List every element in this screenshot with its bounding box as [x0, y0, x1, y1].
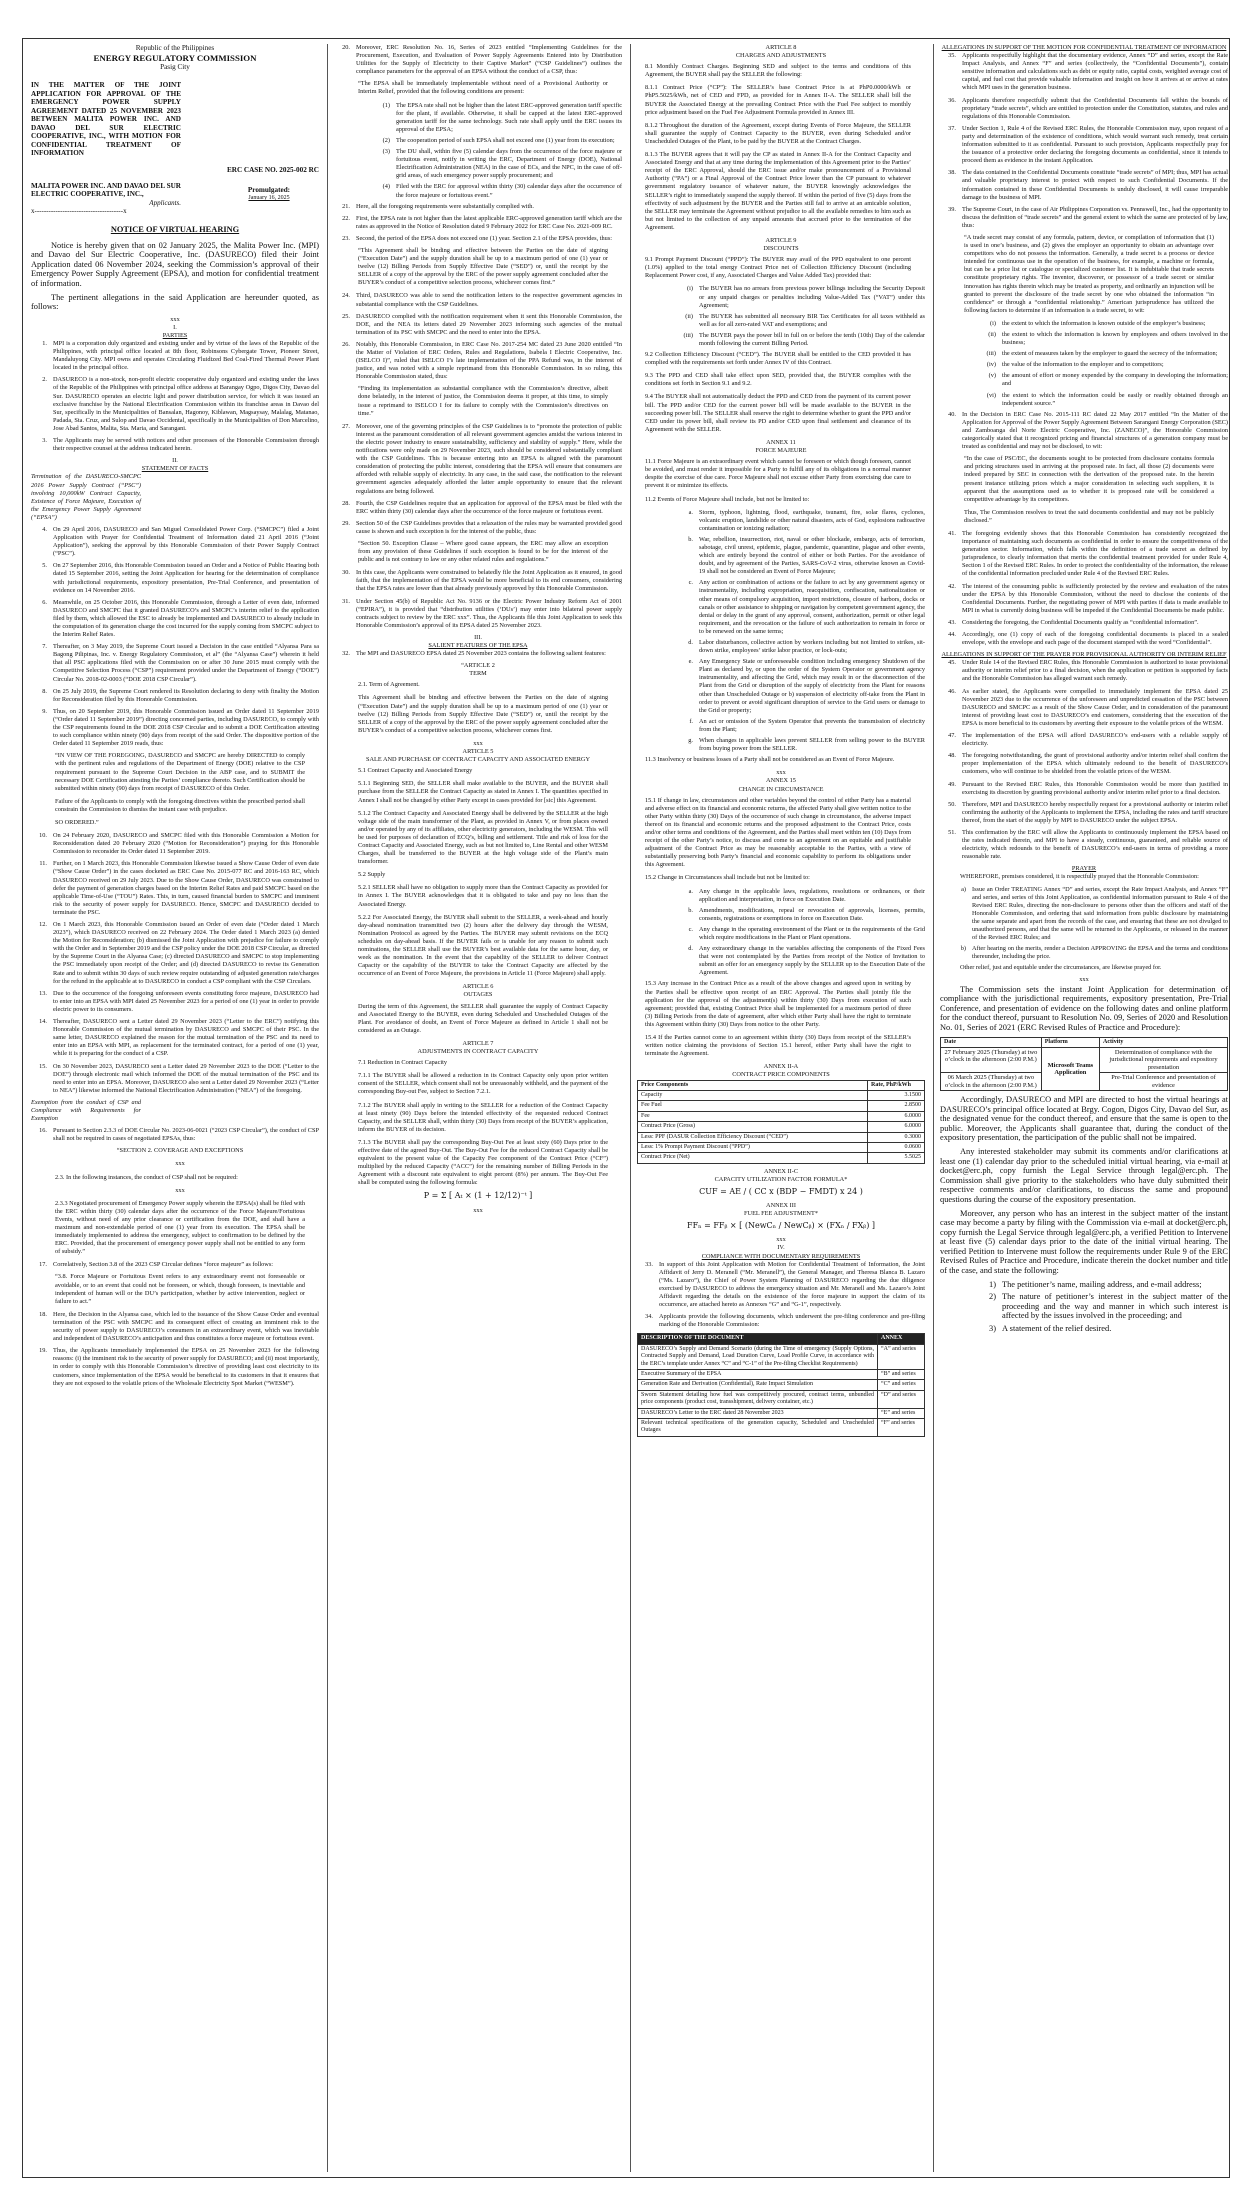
list-item: b. Amendments, modifications, repeal or revocation of approvals, licenses, permits, consents, registrations or exemptions in force on Execution Date.	[688, 906, 925, 922]
table-row	[638, 1111, 925, 1121]
list-item: (2) The cooperation period of such EPSA shall not exceed one (1) year from its execution;	[382, 136, 615, 144]
numbered-paragraph: 45. Under Rule 14 of the Revised ERC Rules, this Honorable Commission is authorized to issue provisional authority or interim relief prior to a final decision, when the application or petition is supported by facts and the Honorable Commission has alleged warrant such remedy.	[948, 659, 1228, 683]
numbered-paragraph: 11. Further, on 1 March 2023, this Honorable Commission likewise issued a Show Cause Order of even date (“Show Cause Order”) in the cases docketed as ERC Case No. 2015-077 RC and 2016-163 RC, which DASURECO received on 29 July 2023. Due to the Show Cause Order, DASURECO was constrained to defer the payment of generation charges based on the Interim Relief Rates and paid SMCPC based on the applicable Time-of-Use (“TOU”) Rates. This, in turn, caused financial burden to SMCPC and imminent risk to the security of power supply for DASURECO. Hence, SMCPC and DASURECO decided to terminate the PSC.	[39, 860, 319, 916]
numbered-paragraph: 1. MPI is a corporation duly organized and existing under and by virtue of the laws of the Republic of the Philippines, with principal office located at 8th floor, Robinsons Cybergate Tower, Pioneer Street, Mandaluyong City. MPI owns and operates Circulating Fluidized Bed Coal-Fired Thermal Power Plant located in the principal office.	[42, 340, 319, 372]
table-row	[638, 1132, 925, 1142]
table-row	[638, 1408, 925, 1418]
hearing-activity: Pre-Trial Conference and presentation of evidence	[1100, 1073, 1228, 1091]
block-quote: Failure of the Applicants to comply with the foregoing directives within the prescribed period shall constrain the Commission to dismiss the instant case with prejudice.	[55, 797, 305, 813]
block-quote: 2.3. In the following instances, the conduct of CSP shall not be required:	[55, 1173, 238, 1181]
numbered-paragraph: 39. The Supreme Court, in the case of Air Philippines Corporation vs. Pennswell, Inc., had the opportunity to discuss the definition of “trade secrets” and the general extent to which the same are protected of by law, thus:	[948, 205, 1228, 229]
list-item: 2) The nature of petitioner’s interest in the subject matter of the proceeding and the way and manner in which such interest is affected by the issues involved in the proceeding; and	[989, 1292, 1228, 1321]
price-components-table: Price Components Rate, PhP/kWh Capacity 3.1500 Fee Fuel 2.8500 Fee 6.0000 Contract Price (Gross) 6.0000 Less: PPF (DASUR Collection Efficiency Discount (“CED”) 0.3000 Less: 1% Prompt Payment Discount (“PPD”) 0.0600 Contract Price (Net) 5.5025	[637, 1080, 925, 1164]
ellipsis-marker: xxx	[776, 1236, 786, 1244]
comments-paragraph: Any interested stakeholder may submit its comments and/or clarifications at least one (1) calendar day prior to the scheduled initial virtual hearing, via e-mail at docket@erc.ph, copy furnish the Legal Service through legal@erc.ph. The Commission shall give priority to the stakeholders who have duly submitted their respective comments and/or clarifications, to discuss the same and propound questions during the course of the expository presentation.	[940, 1146, 1228, 1204]
block-quote: 9.1 Prompt Payment Discount (“PPD”): The BUYER may avail of the PPD equivalent to one percent (1.0%) applied to the total energy Contract Price net of Collection Efficiency Discount (including Replacement Power cost, if any, Associated Charges and Value Added Tax) provided that:	[645, 256, 911, 280]
section-heading-provisional: ALLEGATIONS IN SUPPORT OF THE PRAYER FOR PROVISIONAL AUTHORITY OR INTERIM RELIEF	[941, 651, 1227, 659]
numbered-paragraph: 31. Under Section 45(b) of Republic Act No. 9136 or the Electric Power Industry Reform Act of 2001 (“EPIRA”), it is provided that “distribution utilities (‘DUs’) may enter into bilateral power supply contracts subject to review by the ERC xxx”. Thus, the Applicants file this Joint Application to seek this Honorable Commission’s approval of its EPSA dated 25 November 2023.	[342, 597, 622, 629]
block-quote: “3.8. Force Majeure or Fortuitous Event refers to any extraordinary event not foreseeable or avoidable, or to an event that could not be foreseen, or which, though foreseen, is inevitable and independent of human will or the DU’s participation, whether by active intervention, neglect or failure to act.”	[55, 1273, 305, 1305]
annex-heading: ANNEX II-A	[763, 1063, 799, 1071]
table-row	[638, 1153, 925, 1163]
ellipsis-marker: xxx	[776, 769, 786, 777]
numbered-paragraph: 49. Pursuant to the Revised ERC Rules, this Honorable Commission would be more than justified in exercising its discretion by granting provisional authority and/or interim relief prior to a final decision.	[948, 780, 1228, 796]
list-item: c. Any action or combination of actions or the failure to act by any government agency or instrumentality, including expropriation, reacquisition, confiscation, nationalization or other means of compulsory acquisition, import restrictions, closure of harbors, docks or canals or other assistance to shipping or navigation by competent government agency, the denial or delay in the grant of any approval, consent, authorization, permit or other legal requirement, and the revocation or the failure of such authorization to remain in force or to be renewed on the same terms;	[688, 579, 925, 635]
numbered-paragraph: 7. Thereafter, on 3 May 2019, the Supreme Court issued a Decision in the case entitled “Alyansa Para sa Bagong Pilipinas, Inc. v. Energy Regulatory Commission, et al” (the “Alyansa Case”) wherein it held that all PSC applications filed with the Commission on or after 30 June 2015 must comply with the Competitive Selection Process (“CSP”) requirement provided under the Department of Energy (“DOE”) Circular No. 2018-02-0003 (“DOE 2018 CSP Circular”).	[42, 643, 319, 683]
case-title: IN THE MATTER OF THE JOINT APPLICATION FOR APPROVAL OF THE EMERGENCY POWER SUPPLY AGREEMENT DATED 25 NOVEMBER 2023 BETWEEN MALITA POWER INC. AND DAVAO DEL SUR ELECTRIC COOPERATIVE, INC., WITH MOTION FOR CONFIDENTIAL TREATMENT OF INFORMATION	[31, 81, 181, 158]
block-quote: 9.3 The PPD and CED shall take effect upon SED, provided that, the BUYER complies with the conditions set forth in Section 9.1 and 9.2.	[645, 372, 911, 388]
article-heading: ARTICLE 7	[462, 1039, 494, 1047]
list-item: a. Storm, typhoon, lightning, flood, earthquake, tsunami, fire, solar flares, cyclones, volcanic eruption, landslide or other natural disasters, acts of God, explosions radioactive contamination or ionizing radiation;	[688, 508, 925, 532]
ellipsis-marker: xxx	[473, 739, 483, 747]
price-value: 2.8500	[868, 1101, 925, 1111]
numbered-paragraph: 46. As earlier stated, the Applicants were compelled to immediately implement the EPSA dated 25 November 2023 due to the occurrence of the unforeseen and unpredicted cessation of the PSC between DASURECO and SMCPC as a result of the Show Cause Order, and in consideration of the paramount interest of providing least cost to DASURECO’s end customers, considering that the execution of the EPSA is more beneficial to its customers by averting their exposure to the volatile prices of the WESM.	[948, 687, 1228, 727]
list-item: (4) Filed with the ERC for approval within thirty (30) calendar days after the occurrence of the force majeure or fortuitous event.”	[382, 183, 622, 199]
numbered-paragraph: 16. Pursuant to Section 2.3.3 of DOE Circular No. 2023-06-0021 (“2023 CSP Circular”), the conduct of CSP shall not be required in cases of negotiated EPSAs, thus:	[39, 1127, 319, 1143]
city-line: Pasig City	[160, 62, 190, 71]
article-title: CHANGE IN CIRCUMSTANCE	[738, 785, 824, 793]
block-quote: 9.4 The BUYER shall not automatically deduct the PPD and CED from the payment of its current power bill. The PPD and/or CED for the current power bill will be made available to the BUYER in the succeeding power bill. The SELLER shall reserve the right to determine whether to grant the PPD and/or CED under its power bill, shall review its PD and/or CED upon final settlement and clearance of its Agreement with the SELLER.	[645, 393, 911, 433]
block-quote: This Agreement shall be binding and effective between the Parties on the date of signing (“Execution Date”) and the supply duration shall be up to a maximum period of one (1) year or twelve (12) Billing Periods from Supply Effective Date (“SED”) or, until the receipt by the SELLER of a copy of the approval by the ERC of the power supply agreement concluded after the BUYER’s conduct of a competitive selection process, whichever comes first.	[358, 694, 608, 734]
list-item: (ii) the extent to which the information is known by employees and others involved in the business;	[988, 331, 1228, 347]
block-quote: “A trade secret may consist of any formula, pattern, device, or compilation of information that (1) is used in one’s business, and (2) gives the employer an opportunity to obtain an advantage over competitors who do not possess the information. Generally, a trade secret is a process or device intended for continuous use in the operation of the business, for example, a machine or formula, but can be a price list or catalogue or specialized customer list. It is indubitable that trade secrets constitute proprietary rights. The inventor, discoverer, or possessor of a trade secret or similar innovation has rights therein which may be treated as property, and ordinarily an injunction will be granted to prevent the disclosure of the trade secret by one who obtained the information “in confidence” or through a “confidential relationship.” American jurisprudence has utilized the following factors to determine if an information is a trade secret, to wit:	[964, 233, 1214, 314]
price-value: 0.0600	[868, 1142, 925, 1152]
block-quote: 15.1 If change in law, circumstances and other variables beyond the control of either Party has a material and adverse effect on its financial and economic returns, the affected Party shall give written notice to the other Party within thirty (30) Days of the occurrence of such change in circumstance, the adverse impact thereof on its financial and economic returns and the proposed adjustment to the Contract Price, costs and/or other terms and conditions of the Agreement, and the Parties shall meet within ten (10) Days from receipt of the other Party’s notice, to discuss and come to an agreement on an equitable and justifiable adjustment of the Contract Price as may be reasonably acceptable to the Parties, with a view of substantially preserving both Party’s financial and economic capability to perform its obligations under this Agreement.	[645, 796, 911, 869]
block-quote: 11.1 Force Majeure is an extraordinary event which cannot be foreseen or which though foreseen, cannot be avoided, and must render it impossible for a Party to fulfill any of its obligations in a normal manner despite the exercise of due care. Force Majeure shall not excuse either Party from exercising due care to prevent it or minimize its effects.	[645, 458, 911, 490]
block-quote: 2.3.3 Negotiated procurement of Emergency Power supply wherein the EPSA(s) shall be filed with the ERC within thirty (30) calendar days after the occurrence of the Force Majeure/Fortuitous Events, without need of any prior clearance or certification from the DOE, and shall have a maximum and non-extendable period of one (1) year from its execution. The EPSA shall be immediately implemented to address the emergency, subject to confirmation to be defined by the ERC. Provided, that the procurement of emergency power supply shall not be entitled to any form of subsidy.”	[55, 1199, 305, 1256]
ellipsis-marker: xxx	[473, 1206, 483, 1214]
document-annex: “D” and series	[878, 1390, 925, 1408]
numbered-paragraph: 36. Applicants therefore respectfully submit that the Confidential Documents fall within the bounds of proprietary “trade secrets”, which are entitled to protection under the Constitution, statutes, and rules and regulations of this Honorable Commission.	[948, 96, 1228, 120]
ellipsis-marker: xxx	[170, 315, 180, 323]
side-note: Termination of the DASURECO-SMCPC 2016 Power Supply Contract (“PSC”) involving 10,000kW Contract Capacity, Existence of Force Majeure, Execution of the Emergency Power Supply Agreement (“EPSA”)	[31, 473, 141, 521]
section-number: III.	[474, 633, 482, 641]
list-item: (1) The EPSA rate shall not be higher than the latest ERC-approved generation tariff specific for the plant, if available. Otherwise, it shall be capped at the latest ERC-approved generation tariff for the same technology. Such rate shall apply until the ERC issues its approval of the EPSA;	[382, 101, 622, 133]
list-item: c. Any change in the operating environment of the Plant or in the requirements of the Grid which require modifications in the Plant or Plant operations.	[688, 925, 925, 941]
price-value: 0.3000	[868, 1132, 925, 1142]
article-title: FORCE MAJEURE	[755, 447, 807, 455]
fuel-fee-formula: FFₙ = FFᵦ × [ (NewCₙ / NewCᵦ) × (FXₙ / FXᵦ) ]	[687, 1221, 875, 1231]
numbered-paragraph: 23. Second, the period of the EPSA does not exceed one (1) year. Section 2.1 of the EPSA provides, thus:	[342, 234, 613, 242]
column-1	[31, 44, 319, 2172]
parties-block: MALITA POWER INC. AND DAVAO DEL SUR ELECTRIC COOPERATIVE, INC., Applicants. x--------------------------------------x Promulgated: January 16, 2025	[31, 182, 319, 215]
document-annex: “E” and series	[878, 1408, 925, 1418]
hearing-platform: Microsoft Teams Application	[1041, 1047, 1099, 1090]
col-date: Date	[941, 1037, 1042, 1047]
block-quote: 8.1.1 Contract Price (“CP”): The SELLER’s base Contract Price is at PhP0.0000/kWh or PhP5.5025/kWh, net of CED and FPD, as provided for in Annex II-A. The SELLER shall bill the BUYER the Associated Energy at the prevailing Contract Price with the Fuel Fee subject to monthly price adjustment based on the Fuel Fee Adjustment Formula provided in Annex III.	[645, 84, 911, 116]
promulgated-label: Promulgated:	[247, 185, 291, 194]
price-label: Fee Fuel	[638, 1101, 868, 1111]
numbered-paragraph: 4. On 29 April 2016, DASURECO and San Miguel Consolidated Power Corp. (“SMCPC”) filed a Joint Application with Prayer for Confidential Treatment of Information dated 21 April 2016 (“Joint Application”), seeking the approval by this Honorable Commission of their Power Supply Contract (“PSC”).	[42, 525, 319, 558]
numbered-paragraph: 33. In support of this Joint Application with Motion for Confidential Treatment of Information, the Joint Affidavit of Jerry D. Meranell (“Mr. Meranell”), the General Manager, and Theresa Blanca B. Lazaro (“Ms. Lazaro”), the Chief of Power System Planning of DASURECO regarding the due diligence exercised by DASURECO to address the emergency situation and Mr. Meranell and Ms. Lazaro’s Joint Affidavit regarding the details on the existence of the force majeure in support the claim of its occurrence, are attached hereto as Annexes “G” and “G-1”, respectively.	[645, 1260, 925, 1309]
column-divider	[327, 44, 328, 2172]
list-item: g. When changes in applicable laws prevent SELLER from selling power to the BUYER from buying power from the SELLER.	[688, 737, 925, 753]
block-quote: “In the case of PSC/EC, the documents sought to be protected from disclosure contains formula and pricing structures used in arriving at the proposed rate. In fact, all those (2) documents were indeed prepared by SEC in connection with the derivation of the proposed rate. In the herein present instance utilizing prices which a major consideration in selecting such suppliers, it is apparent that the assumptions used as to whether it is proposed rate will be considered a competitive advantage by its competitors.	[964, 455, 1214, 503]
price-label: Capacity	[638, 1090, 868, 1100]
block-quote: 5.2.1 SELLER shall have no obligation to supply more than the Contract Capacity as provided for in Annex I. The BUYER acknowledges that it is obligated to take and pay no less than the Associated Energy.	[358, 884, 608, 908]
article-heading: ARTICLE 9	[765, 236, 797, 244]
table-row	[638, 1380, 925, 1390]
block-quote: 5.1.1 Beginning SED, the SELLER shall make available to the BUYER, and the BUYER shall purchase from the SELLER the Contract Capacity as stated in Annex I. The quantities specified in Annex I shall not be changed by either Party except in cases provided for [sic] this Agreement.	[358, 780, 608, 804]
block-quote: 5.1 Contract Capacity and Associated Energy	[358, 767, 473, 775]
list-item: (iii) The BUYER pays the power bill in full on or before the tenth (10th) Day of the calendar month following the current Billing Period.	[683, 331, 925, 347]
numbered-paragraph: 50. Therefore, MPI and DASURECO hereby respectfully request for a provisional authority or interim relief confirming the authority of the Applicants to implement the EPSA, including the rates and tariff structure thereof, from the start of the supply by MPI to DASURECO under the subject EPSA.	[948, 800, 1228, 824]
column-4	[940, 44, 1228, 2172]
price-label: Contract Price (Gross)	[638, 1122, 868, 1132]
list-item: (iv) the value of the information to the employer and to competitors;	[986, 361, 1164, 369]
price-label: Fee	[638, 1111, 868, 1121]
block-quote: “Section 50. Exception Clause – Where good cause appears, the ERC may allow an exception from any provision of these Guidelines if such exception is found to be for the interest of the public and is not contrary to law or any other related rules and regulations.”	[358, 539, 608, 564]
price-value: 6.0000	[868, 1122, 925, 1132]
list-item: 3) A statement of the relief desired.	[989, 1324, 1112, 1334]
hearing-date: 06 March 2025 (Thursday) at two o’clock in the afternoon (2:00 P.M.)	[941, 1073, 1042, 1091]
agency-name: ENERGY REGULATORY COMMISSION	[93, 52, 257, 63]
other-relief: Other relief, just and equitable under the circumstances, are likewise prayed for.	[960, 964, 1162, 972]
section-heading-prayer: PRAYER	[1071, 865, 1097, 873]
numbered-paragraph: 18. Here, the Decision in the Alyansa case, which led to the issuance of the Show Cause Order and eventual termination of the PSC with SMCPC and its consequent effect of creating an imminent risk to the security of power supply to DASURECO’s consumers in an extraordinary event, which was inevitable and independent of DASURECO’s anticipation and thus constitutes a force majeure or fortuitous event.	[39, 1310, 319, 1343]
numbered-paragraph: 47. The implementation of the EPSA will afford DASURECO’s end-users with a reliable supply of electricity.	[948, 732, 1228, 748]
table-row	[638, 1419, 925, 1437]
article-heading: ANNEX 15	[766, 777, 796, 785]
list-item: (vi) the extent to which the information could be easily or readily obtained through an independent source.”	[986, 391, 1228, 407]
numbered-paragraph: 10. On 24 February 2020, DASURECO and SMCPC filed with this Honorable Commission a Motion for Reconsideration dated 20 February 2020 (“Motion for Reconsideration”) praying for this Honorable Commission to reconsider its Order dated 11 September 2019.	[39, 832, 319, 856]
hearing-date: 27 February 2025 (Thursday) at two o’clock in the afternoon (2:00 P.M.)	[941, 1047, 1042, 1072]
numbered-paragraph: 37. Under Section 1, Rule 4 of the Revised ERC Rules, the Honorable Commission may, upon request of a party and determination of the existence of conditions, which would warrant such remedy, treat certain information submitted to it as confidential. Pursuant to such provision, Applicants respectfully pray for the issuance of a protective order declaring the foregoing documents as confidential, since it intends to proceed them as evidence in the instant Application.	[948, 124, 1228, 165]
numbered-paragraph: 12. On 1 March 2023, this Honorable Commission issued an Order of even date (“Order dated 1 March 2023”), which DASURECO received on 22 February 2024. The Order dated 1 March 2023 (a) denied the Motion for Reconsideration; (b) dismissed the Joint Application with prejudice for failure to comply with the Order and in September 2019 and the CSP policy under the DOE 2018 CSP Circular, as directed by the Supreme Court in the Alyansa Case; (c) directed DASURECO and SMCPC to stop implementing the PSC immediately upon receipt of the Order; and (d) directed DASURECO to revise its Generation Rate and to submit within 30 days of such review require outstanding of adjusted generation rate/charges for the refund in the applicable at to DASURECO in conduct a CSP compliant with the CSP Circulars.	[39, 921, 319, 985]
block-quote: 7.1.3 The BUYER shall pay the corresponding Buy-Out Fee at least sixty (60) Days prior to the effective date of the agreed Buy-Out. The Buy-Out Fee for the reduced Contract Capacity shall be equivalent to the present value of the Capacity Fee component of the Contract Price (“CF”) multiplied by the reduced Capacity (“ACC”) for the remaining number of Billing Periods in the Agreement with a discount rate equivalent to eight percent (8%) per annum. The Buy-Out Fee shall be computed using the following formula:	[358, 1138, 608, 1187]
block-quote: 5.2.2 For Associated Energy, the BUYER shall submit to the SELLER, a week-ahead and hourly day-ahead nomination transmitted two (2) hours after the delivery day through the WESM, Nomination Protocol as agreed by the Parties. The BUYER may submit revisions on the ECQ schedules on day-ahead basis. If the BUYER fails or is unable for any reason to submit such nominations, the SELLER shall use the BUYER’s best available data for the same hour, day, or week as the nomination. In the event that the capability of the SELLER to deliver Contract Capacity or the capability of the BUYER to take the Contract Capacity are affected by the occurrence of an Event of Force Majeure, the provisions in Article 11 (Force Majeure) shall apply.	[358, 913, 608, 978]
list-item: d. Labor disturbances, collective action by workers including but not limited to strikes, sit-down strike, employees’ strike labor practice, or lock-outs;	[688, 639, 925, 655]
ellipsis-marker: xxx	[1079, 976, 1089, 984]
section-number: IV.	[777, 1244, 785, 1252]
article-heading: ARTICLE 8	[765, 44, 797, 51]
ellipsis-marker: xxx	[175, 1186, 185, 1194]
annex-heading: ANNEX II-C	[763, 1167, 799, 1175]
column-divider	[933, 44, 934, 2172]
column-divider	[630, 44, 631, 2172]
pertinent-line: The pertinent allegations in the said Application are hereunder quoted, as follows:	[31, 292, 319, 312]
block-quote: Thus, The Commission resolves to treat the said documents confidential and may not be publicly disclosed.”	[964, 508, 1214, 524]
list-item: e. Any Emergency State or unforeseeable condition including emergency Shutdown of the Plant as declared by, or upon the order of the System Operator or government agency instrumentality, and affecting the Grid, which may result in or the disconnection of the Plant from the Grid or disruption of the supply of electricity from the Plant for reasons other than Unscheduled Outage or b) suspension of electricity off-take from the Plant in order to prevent or avoid significant disruption of service to the Grid users or damage to the Grid or property;	[688, 658, 925, 714]
numbered-paragraph: 21. Here, all the foregoing requirements were substantially complied with.	[342, 202, 535, 210]
block-quote: 8.1.3 The BUYER agrees that it will pay the CP as stated in Annex II-A for the Contract Capacity and Associated Energy and that at any time during the implementation of this Agreement prior to the Parties’ receipt of the ERC Approval, should the ERC issue and/or make pronouncement of a Provisional Authority (“PA”) or a Final Approval of the Contract Price lower than the CP pursuant to whatever government regulatory issuance of whatever nature, the BUYER knowingly acknowledges the SELLER’s right to immediately suspend the supply thereof. If within the period of five (5) days from the effectivity of such adjustment by the BUYER and the Parties still fail to arrive at an amicable solution, the SELLER may terminate the Agreement without prejudice to all the available remedies to him such as but not limited to the collection of any unpaid amounts that accrued prior to the termination of the Agreement.	[645, 151, 911, 231]
table-row	[638, 1122, 925, 1132]
block-quote: 2.1. Term of Agreement.	[358, 681, 420, 689]
numbered-paragraph: 43. Considering the foregoing, the Confidential Documents qualify as “confidential information”.	[948, 618, 1199, 626]
article-title: DISCOUNTS	[763, 245, 799, 253]
block-quote: During the term of this Agreement, the SELLER shall guarantee the supply of Contract Capacity and Associated Energy to the BUYER, even during Scheduled and Unscheduled Outages of the Plant. For avoidance of doubt, an Event of Force Majeure as defined in Article 1 shall not be considered as an Outage.	[358, 1002, 608, 1034]
numbered-paragraph: 15. On 30 November 2023, DASURECO sent a Letter dated 29 November 2023 to the DOE (“Letter to the DOE”) through electronic mail which informed the DOE of the mutual termination of the PSC and its need to enter into an EPSA. Moreover, DASURECO also sent a Letter dated 29 November 2023 (“Letter to NEA”) likewise informed the National Electrification Administration (“NEA”) of the foregoing.	[39, 1062, 319, 1094]
article-heading: “ARTICLE 2	[461, 662, 495, 670]
venue-paragraph: Accordingly, DASURECO and MPI are directed to host the virtual hearings at DASURECO’s principal office located at Brgy. Cogon, Digos City, Davao del Sur, as the designated venue for the conduct thereof, and ensure that the same is open to the public. Moreover, the Applicants shall guarantee that, during the conduct of the expository presentation, the participation of the public shall not be impaired.	[940, 1094, 1228, 1143]
price-label: Less: 1% Prompt Payment Discount (“PPD”)	[638, 1142, 868, 1152]
numbered-paragraph: 25. DASURECO complied with the notification requirement when it sent this Honorable Commission, the DOE, and the NEA its letters dated 29 November 2023 informing such agencies of the mutual termination of its PSC with SMCPC and the need to enter into the EPSA.	[342, 312, 622, 336]
section-number: I.	[173, 323, 177, 331]
numbered-paragraph: 32. The MPI and DASURECO EPSA dated 25 November 2023 contains the following salient features:	[342, 650, 606, 658]
col-platform: Platform	[1041, 1037, 1099, 1047]
table-row	[638, 1369, 925, 1379]
numbered-paragraph: 6. Meanwhile, on 25 October 2016, this Honorable Commission, through a Letter of even date, informed DASURECO and SMCPC that it granted DASURECO’s and SMCPC’s interim relief to the application filed by them, which allowed the ESC to already be implemented and DASURECO to already include in the computation of its generation charge the cost incurred for the supply coming from SMCPC subject to the Interim Relief Rates.	[42, 598, 319, 639]
numbered-paragraph: 2. DASURECO is a non-stock, non-profit electric cooperative duly organized and existing under the laws of the Republic of the Philippines with principal office address at Barangay Ogpo, Digos City, Davao del Sur. DASURECO operates an electric light and power distribution service, for which it was issued an exclusive franchise by the National Electrification Commission within its franchise areas in Davao del Sur, specifically in the Municipalities of Bansalan, Hagonoy, Kiblawan, Magsaysay, Malalag, Matanao, Padada, Sta. Cruz, and Sulop and Davao Occidental, specifically in the Municipalities of Don Marcelino, Jose Abad Santos, Malita, Sta. Maria, and Sarangani.	[42, 376, 319, 432]
case-number: ERC CASE NO. 2025-002 RC	[226, 165, 319, 174]
hearing-schedule-table	[940, 1037, 1228, 1091]
annex-title: FUEL FEE ADJUSTMENT*	[744, 1210, 818, 1218]
document-annex: “F” and series	[878, 1419, 925, 1437]
block-quote: “Finding its implementation as substantial compliance with the Commission’s directive, albeit done belatedly, in the interest of justice, the Commission deems it proper, at this time, to simply issue a reprimand to ISELCO I for its failure to comply with the Commission’s directives on time.”	[358, 385, 608, 417]
document-description: DASURECO’s Letter to the ERC dated 28 November 2023	[638, 1408, 878, 1418]
article-title: TERM	[469, 670, 487, 678]
schedule-intro: The Commission sets the instant Joint Application for determination of compliance with the jurisdictional requirements, expository presentation, Pre-Trial Conference, and presentation of evidence on the following dates and online platform for the conduct thereof, pursuant to Resolution No. 09, Series of 2020 and Resolution No. 01, Series of 2021 (ERC Revised Rules of Practice and Procedure):	[940, 984, 1228, 1032]
list-item: f. An act or omission of the System Operator that prevents the transmission of electricity from the Plant;	[689, 717, 925, 733]
article-title: ADJUSTMENTS IN CONTRACT CAPACITY	[417, 1048, 539, 1056]
table-row	[638, 1142, 925, 1152]
price-value: 3.1500	[868, 1090, 925, 1100]
table-row	[638, 1101, 925, 1111]
column-2	[334, 44, 622, 2172]
annex-title: CONTRACT PRICE COMPONENTS	[732, 1071, 830, 1079]
numbered-paragraph: 35. Applicants respectfully highlight that the documentary evidence, Annex “D” and series, except the Rate Impact Analysis, and Annex “F” and series (collectively, the “Confidential Documents”), contain sensitive information and calculations such as debt or equity ratio, capital costs, weighted average cost of capital, and fuel cost that provide valuable information and insight on how it arrives at or arrive at rates which MPI uses in the generation business.	[948, 52, 1228, 92]
table-row	[638, 1344, 925, 1369]
buyout-formula: P = Σ [ Aₜ × (1 + 12/12)⁻ᵗ ]	[423, 1191, 533, 1201]
document-annex: “C” and series	[878, 1380, 925, 1390]
numbered-paragraph: 26. Notably, this Honorable Commission, in ERC Case No. 2017-254 MC dated 23 June 2020 entitled “In the Matter of Violation of ERC Orders, Rules and Regulations, Isabela I Electric Cooperative, Inc. (ISELCO I)”, ruled that ISELCO I’s late implementation of the PPA Refund was, in the interest of justice, and was noted with a simple reprimand from this Honorable Commission. In so ruling, this Honorable Commission stated, thus:	[342, 340, 622, 381]
list-item: (i) the extent to which the information is known outside of the employer’s business;	[990, 319, 1206, 327]
cuf-formula: CUF = AE / ( CC x (BDP − FMDT) x 24 )	[699, 1186, 863, 1196]
document-annex: “A” and series	[878, 1344, 925, 1369]
block-quote: 15.2 Change in Circumstances shall include but not be limited to:	[645, 874, 810, 882]
block-quote: 8.1 Monthly Contract Charges. Beginning SED and subject to the terms and conditions of this Agreement, the BUYER shall pay the SELLER the following:	[645, 63, 911, 79]
block-quote: “This Agreement shall be binding and effective between the Parties on the date of signing (“Execution Date”) and the supply duration shall be up to a maximum period of one (1) year or twelve (12) Billing Periods from Supply Effective Date (“SED”) or, until the receipt by the SELLER of a copy of the approval by the ERC of the power supply agreement concluded after the BUYER’s conduct of a competitive selection process, whichever comes first.”	[358, 246, 608, 287]
prayer-intro: WHEREFORE, premises considered, it is respectfully prayed that the Honorable Commission:	[960, 873, 1199, 881]
list-item: b) After hearing on the merits, render a Decision APPROVING the EPSA and the terms and conditions thereunder, including the price.	[960, 945, 1228, 961]
numbered-paragraph: 5. On 27 September 2016, this Honorable Commission issued an Order and a Notice of Public Hearing both dated 15 September 2016, setting the Joint Application for hearing for the determination of compliance with jurisdictional requirements, expository presentation, Pre-Trial Conference, and presentation of evidence on 14 November 2016.	[42, 562, 319, 594]
section-heading-parties: PARTIES	[162, 331, 188, 339]
section-number: II.	[172, 457, 178, 465]
block-quote: 7.1.1 The BUYER shall be allowed a reduction in its Contract Capacity only upon prior written consent of the SELLER, which consent shall not be unreasonably withheld, and the payment of the corresponding Buy-out Fee, subject to Section 7.2.1.	[358, 1072, 608, 1096]
numbered-paragraph: 9. Thus, on 20 September 2019, this Honorable Commission issued an Order dated 11 September 2019 (“Order dated 11 September 2019”) directing concerned parties, including DASURECO, to comply with the CSP requirements found in the DOE 2018 CSP Circular and to submit a DOE Certification attesting to such compliance within ninety (90) days from receipt of the said Order. The dispositive portion of the Order dated 11 September 2019 reads, thus:	[42, 707, 319, 748]
block-quote: 8.1.2 Throughout the duration of the Agreement, except during Events of Force Majeure, the SELLER shall guarantee the supply of Contract Capacity to the BUYER, even during Scheduled and/or Unscheduled Outages of the Plant, to be paid by the BUYER at the Contract Charges.	[645, 121, 911, 145]
document-description: Generation Rate and Derivation (Confidential), Rate Impact Simulation	[638, 1380, 878, 1390]
annex-title: CAPACITY UTILIZATION FACTOR FORMULA*	[714, 1175, 848, 1183]
table-row	[941, 1047, 1228, 1072]
numbered-paragraph: 29. Section 50 of the CSP Guidelines provides that a relaxation of the rules may be warranted provided good cause is shown and such exception is for the interest of the public, thus:	[342, 519, 622, 535]
section-heading-compliance: COMPLIANCE WITH DOCUMENTARY REQUIREMENTS	[701, 1252, 861, 1260]
list-item: (i) The BUYER has no arrears from previous power billings including the Security Deposit or any unpaid charges or penalties including Value-Added Tax (“VAT”) under this Agreement;	[687, 285, 925, 309]
block-quote: 15.3 Any increase in the Contract Price as a result of the above changes and agreed upon in writing by the Parties shall be effective upon receipt of an ERC Approval. The Parties shall jointly file the application for the approval of the adjustment(s) within thirty (30) Days from execution of such agreement; provided that, existing Contract Price shall be implemented for a maximum period of three (3) Billing Periods from the date of agreement, after which either Party shall have the right to terminate this Agreement within thirty (30) Days from notice to the other Party.	[645, 980, 911, 1028]
block-quote: 15.4 If the Parties cannot come to an agreement within thirty (30) Days from receipt of the SELLER’s written notice claiming the provisions of Section 15.1 hereof, either Party shall have the right to terminate the Agreement.	[645, 1034, 911, 1058]
ellipsis-marker: xxx	[175, 1160, 185, 1168]
hearing-activity: Determination of compliance with the jurisdictional requirements and expository presentation	[1100, 1047, 1228, 1072]
article-title: OUTAGES	[463, 991, 493, 999]
numbered-paragraph: 34. Applicants provide the following documents, which underwent the pre-filing conference and pre-filing marking of the Honorable Commission:	[645, 1313, 925, 1329]
applicants-label: Applicants.	[149, 198, 181, 207]
article-title: SALE AND PURCHASE OF CONTRACT CAPACITY AND ASSOCIATED ENERGY	[365, 756, 591, 764]
numbered-paragraph: 44. Accordingly, one (1) copy of each of the foregoing confidential documents is placed in a sealed envelope, with the envelope and each page of the document stamped with the word “Confidential”.	[948, 631, 1228, 647]
intervention-paragraph: Moreover, any person who has an interest in the subject matter of the instant case may become a party by filing with the Commission via e-mail at docket@erc.ph, copy furnish the Legal Service through legal@erc.ph, a verified Petition to Intervene at least five (5) calendar days prior to the date of the initial virtual hearing. The verified Petition to Intervene must follow the requirements under Rule 9 of the ERC Revised Rules of Practice and Procedure, indicate therein the docket number and title of the case, and state the following:	[940, 1208, 1228, 1276]
block-quote: 5.2 Supply	[358, 871, 386, 879]
list-item: (v) the amount of effort or money expended by the company in developing the information; and	[988, 372, 1228, 388]
numbered-paragraph: 38. The data contained in the Confidential Documents constitute “trade secrets” of MPI; thus, MPI has actual and valuable proprietary interest to protect with respect to such Confidential Documents. If the information contained in these Confidential Documents is unduly disclosed, it will cause irreparable damage to the business of MPI.	[948, 169, 1228, 201]
block-quote: “IN VIEW OF THE FOREGOING, DASURECO and SMCPC are hereby DIRECTED to comply with the pertinent rules and regulations of the Department of Energy (DOE) relative to the CSP requirement pursuant to the Supreme Court Decision in the ABP case, and to SUBMIT the necessary DOE Certification attesting the Parties’ compliance thereto. Such Certification should be submitted within ninety (90) days from receipt of DASURECO of this Order.	[55, 752, 305, 792]
intro-paragraph: Notice is hereby given that on 02 January 2025, the Malita Power Inc. (MPI) and Davao del Sur Electric Cooperative, Inc. (DASURECO) filed their Joint Application dated 06 November 2024, seeking the Commission’s approval of their Emergency Power Supply Agreement (EPSA), and motion for confidential treatment of information.	[31, 240, 319, 288]
document-annex: “B” and series	[878, 1369, 925, 1379]
numbered-paragraph: 40. In the Decision in ERC Case No. 2015-111 RC dated 22 May 2017 entitled “In the Matter of the Application for Approval of the Power Supply Agreement Between Sarangani Energy Corporation (SEC) and Zamboanga del Norte Electric Cooperative, Inc. (ZANECO)”, the Honorable Commission categorically stated that it recognized pricing and financial structures of a generation company must be treated as confidential and may not be disclosed, to wit:	[948, 410, 1228, 451]
block-quote: 7.1 Reduction in Contract Capacity	[358, 1059, 448, 1067]
list-item: a. Any change in the applicable laws, regulations, resolutions or ordinances, or their application and interpretation, in force on Execution Date.	[688, 887, 925, 903]
numbered-paragraph: 30. In this case, the Applicants were constrained to belatedly file the Joint Application as it ensured, in good faith, that the implementation of the EPSA would be more beneficial to its end consumers, considering that the EPSA rates are lower than that already previously approved by this Honorable Commission.	[342, 569, 622, 593]
numbered-paragraph: 48. The foregoing notwithstanding, the grant of provisional authority and/or interim relief shall confirm the proper implementation of the EPSA which ultimately redound to the benefit of DASURECO’s customers, who will continue to be shielded from the volatile prices of the WESM.	[948, 752, 1228, 776]
section-heading-epsa: SALIENT FEATURES OF THE EPSA	[428, 642, 528, 649]
numbered-paragraph: 42. The interest of the consuming public is sufficiently protected by the review and evaluation of the rates under the EPSA by this Honorable Commission, without the need to disclose the contents of the Confidential Documents. Further, the negotiating power of MPI with parties if data is made available to MPI in what is currently doing business will be impeded if the Confidential Documents be made public.	[948, 582, 1228, 614]
price-label: Less: PPF (DASUR Collection Efficiency Discount (“CED”)	[638, 1132, 868, 1142]
article-title: CHARGES AND ADJUSTMENTS	[735, 52, 827, 60]
col-activity: Activity	[1100, 1037, 1228, 1047]
documents-table: DESCRIPTION OF THE DOCUMENT ANNEX DASURECO’s Supply and Demand Scenario (during the Time of emergency (Supply Options, Contracted Supply and Demand, Load Duration Curve, Load Profile Curve, in accordance with the ERC’s template under Annex “C” and “C-1” of the Pre-filing Checklist Requirements) “A” and series Executive Summary of the EPSA “B” and series Generation Rate and Derivation (Confidential), Rate Impact Simulation “C” and series Sworn Statement detailing how fuel was competitively procured, contract terms, unbundled price components (product cost, transshipment, delivery container, etc.) “D” and series DASURECO’s Letter to the ERC dated 28 November 2023 “E” and series Relevant technical specifications of the generation capacity, Scheduled and Unscheduled Outages “F” and series	[637, 1333, 925, 1436]
numbered-paragraph: 24. Third, DASURECO was able to send the notification letters to the respective government agencies in substantial compliance with the CSP Guidelines.	[342, 292, 622, 308]
block-quote: 11.3 Insolvency or business losses of a Party shall not be considered as an Event of Force Majeure.	[645, 756, 895, 764]
document-description: DASURECO’s Supply and Demand Scenario (during the Time of emergency (Supply Options, Contracted Supply and Demand, Load Duration Curve, Load Profile Curve, in accordance with the ERC’s template under Annex “C” and “C-1” of the Pre-filing Checklist Requirements)	[638, 1344, 878, 1369]
article-heading: ANNEX 11	[766, 438, 796, 446]
block-quote: 5.1.2 The Contract Capacity and Associated Energy shall be delivered by the SELLER at the high voltage side of the main transformer of the Plant, as provided in Annex V, or from places owned and/or operated by any of its affiliates, other electricity generators, including the WESM. This will be used for purposes of declaration of ECQ’s, billing and settlement. Title and risk of loss for the Contract Capacity and Associated Energy, such as but not limited to, Line Rental and other WESM Charges, shall be transferred to the BUYER at the high voltage side of the Plant’s main transformer.	[358, 809, 608, 866]
list-item: d. Any extraordinary change in the variables affecting the components of the Fixed Fees that were not contemplated by the Parties from receipt of the Notice of Invitation to submit an offer for an emergency supply by the SELLER up to the Execution Date of the Agreement.	[688, 945, 925, 977]
block-quote: 11.2 Events of Force Majeure shall include, but not be limited to:	[645, 495, 810, 503]
block-quote: “SECTION 2. COVERAGE AND EXCEPTIONS	[116, 1147, 244, 1155]
notice-title: NOTICE OF VIRTUAL HEARING	[110, 224, 240, 234]
numbered-paragraph: 22. First, the EPSA rate is not higher than the latest applicable ERC-approved generation tariff which are the rates as approved in the Notice of Resolution dated 9 February 2022 for ERC Case No. 2021-009 RC.	[342, 214, 622, 230]
list-item: (iii) the extent of measures taken by the employer to guard the secrecy of the information;	[986, 350, 1218, 358]
promulgated-date: January 16, 2025	[248, 194, 290, 201]
numbered-paragraph: 19. Thus, the Applicants immediately implemented the EPSA on 25 November 2023 for the following reasons: (i) the imminent risk to the security of power supply for DASURECO; and (ii) most importantly, in order to comply with this Honorable Commission’s directive of providing least cost electricity to its customers, since implementation of the EPSA would be beneficial to its customers in that it ensures that they are not exposed to the volatile prices of the Wholesale Electricity Spot Market (“WESM”).	[39, 1347, 319, 1387]
republic-line: Republic of the Philippines	[135, 44, 215, 52]
annex-heading: ANNEX III	[766, 1202, 796, 1210]
applicant-names: MALITA POWER INC. AND DAVAO DEL SUR ELECTRIC COOPERATIVE, INC.,	[31, 181, 181, 199]
numbered-paragraph: 27. Moreover, one of the governing principles of the CSP Guidelines is to “promote the protection of public interest as the paramount consideration of all relevant government agencies amidst the various interest in the electric power industry to ensure sustainability, sufficiency and stability of supply.” Here, while the notifications were only made on 29 November 2023, such should be considered substantially compliant with the CSP Guidelines. This is because entering into an EPSA is aligned with the paramount consideration of protecting the public interest, considering that the EPSA will ensure that consumers are afforded with reliable supply of electricity. In any case, in the said case, the notification to the relevant government agencies adequately afforded the latter ample opportunity to ensure that the relevant regulations are being followed.	[342, 422, 622, 495]
letterhead	[31, 44, 319, 71]
price-value: 6.0000	[868, 1111, 925, 1121]
table-row	[638, 1090, 925, 1100]
numbered-paragraph: 14. Thereafter, DASURECO sent a Letter dated 29 November 2023 (“Letter to the ERC”) notifying this Honorable Commission of the mutual termination by DASURECO and SMCPC of their PSC. In the same letter, DASURECO explained the reason for the mutual termination of the PSC and its need to enter into an EPSA with MPI, as replacement for the terminated contract, for a period of one (1) year, while it is preparing for the conduct of a CSP.	[39, 1018, 319, 1058]
list-item: b. War, rebellion, insurrection, riot, naval or other blockade, embargo, acts of terrorism, sabotage, civil unrest, epidemic, plague, pandemic, quarantine, plague and other events, which are entirely beyond the control of either or both Parties. For the avoidance of doubt, and by agreement of the Parties, SARS-CoV-2 virus, otherwise known as Covid-19 shall not be considered an Event of Force Majeure;	[688, 535, 925, 576]
price-value: 5.5025	[868, 1153, 925, 1163]
numbered-paragraph: 41. The foregoing evidently shows that this Honorable Commission has consistently recognized the importance of maintaining such documents as confidential in order to ensure the competitiveness of the generation sector. Information, which falls within the definition of a trade secret as defined by jurisprudence, to clearly information that merits the confidential treatment provided for under Rule 4, Section 1 of the Revised ERC Rules. In order to protect the confidentiality of the information, the release of the confidential information precluded under Rule 4 of the Revised ERC Rules.	[948, 529, 1228, 578]
numbered-paragraph: 20. Moreover, ERC Resolution No. 16, Series of 2023 entitled “Implementing Guidelines for the Procurement, Execution, and Evaluation of Power Supply Agreements Entered into by Distribution Utilities for the Supply of Electricity to their Captive Market” (“CSP Guidelines”) outlines the compliance parameters for the approval of an EPSA without the conduct of a CSP, thus:	[342, 44, 622, 76]
section-heading-facts: STATEMENT OF FACTS	[141, 465, 209, 473]
numbered-paragraph: 51. This confirmation by the ERC will allow the Applicants to continuously implement the EPSA based on the rates indicated therein, and MPI to have a steady, continuous, guaranteed, and reliable source of electricity, which redounds to the benefit of DASURECO’s end-users in terms of providing a more reasonable rate.	[948, 828, 1228, 861]
document-description: Sworn Statement detailing how fuel was competitively procured, contract terms, unbundled price components (product cost, transshipment, delivery container, etc.)	[638, 1390, 878, 1408]
list-item: (ii) The BUYER has submitted all necessary BIR Tax Certificates for all taxes withheld as well as for all zero-rated VAT and exemptions; and	[685, 312, 925, 328]
table-row	[638, 1390, 925, 1408]
column-3	[637, 44, 925, 2172]
list-item: (3) The DU shall, within five (5) calendar days from the occurrence of the force majeure or fortuitous event, notify in writing the ERC, Department of Energy (DOE), National Electrification Administration (NEA) in the case of ECs, and the NPC, in the case of off-grid areas, of such emergency power supply procurement; and	[382, 148, 622, 180]
article-heading: ARTICLE 6	[462, 983, 494, 991]
document-description: Relevant technical specifications of the generation capacity, Scheduled and Unscheduled Outages	[638, 1419, 878, 1437]
block-quote: “The EPSA shall be immediately implementable without need of a Provisional Authority or Interim Relief, provided that the following conditions are present:	[358, 80, 608, 96]
section-heading-confidential: ALLEGATIONS IN SUPPORT OF THE MOTION FOR CONFIDENTIAL TREATMENT OF INFORMATION	[941, 44, 1227, 51]
article-heading: ARTICLE 5	[462, 748, 494, 756]
block-quote: SO ORDERED.”	[55, 818, 99, 826]
block-quote: 9.2 Collection Efficiency Discount (“CED”). The BUYER shall be entitled to the CED provided it has complied with the requirements set forth under Annex IV of this Contract.	[645, 351, 911, 367]
list-item: a) Issue an Order TREATING Annex “D” and series, except the Rate Impact Analysis, and Annex “F” and series, and series of this Joint Application, as confidential information pursuant to Rule 4 of the Revised ERC Rules, directing the non-disclosure to persons other than the officers and staff of the Honorable Commission, and ordering that said information from public disclosure by maintaining the same separate and apart from the records of the case, and ensuring that these are not divulged to unauthorized persons, and that the same will be returned to the Applicants, or released in the manner of the Revised ERC Rules; and	[961, 885, 1228, 942]
document-description: Executive Summary of the EPSA	[638, 1369, 878, 1379]
numbered-paragraph: 28. Fourth, the CSP Guidelines require that an application for approval of the EPSA must be filed with the ERC within thirty (30) calendar days after the occurrence of the force majeure or fortuitous event.	[342, 499, 622, 515]
side-note: Exemption from the conduct of CSP and Compliance with Requirements for Exemption	[31, 1098, 141, 1123]
numbered-paragraph: 17. Correlatively, Section 3.8 of the 2023 CSP Circular defines “force majeure” as follows:	[39, 1261, 274, 1269]
numbered-paragraph: 8. On 25 July 2019, the Supreme Court rendered its Resolution declaring to deny with finality the Motion for Reconsideration filed by this Honorable Commission.	[42, 687, 319, 703]
list-item: 1) The petitioner’s name, mailing address, and e-mail address;	[989, 1279, 1202, 1289]
numbered-paragraph: 3. The Applicants may be served with notices and other processes of the Honorable Commission through their respective counsel at the address indicated herein.	[42, 437, 319, 453]
price-label: Contract Price (Net)	[638, 1153, 868, 1163]
numbered-paragraph: 13. Due to the occurrence of the foregoing unforeseen events constituting force majeure, DASURECO had to enter into an EPSA with MPI dated 25 November 2023 for a period of one (1) year in order to provide electric power to its consumers.	[39, 989, 319, 1013]
block-quote: 7.1.2 The BUYER shall apply in writing to the SELLER for a reduction of the Contract Capacity at least ninety (90) Days before the intended effectivity of the requested reduced Contract Capacity, and the SELLER shall, within thirty (30) Days from receipt of the BUYER’s application, inform the BUYER of its decision.	[358, 1101, 608, 1133]
